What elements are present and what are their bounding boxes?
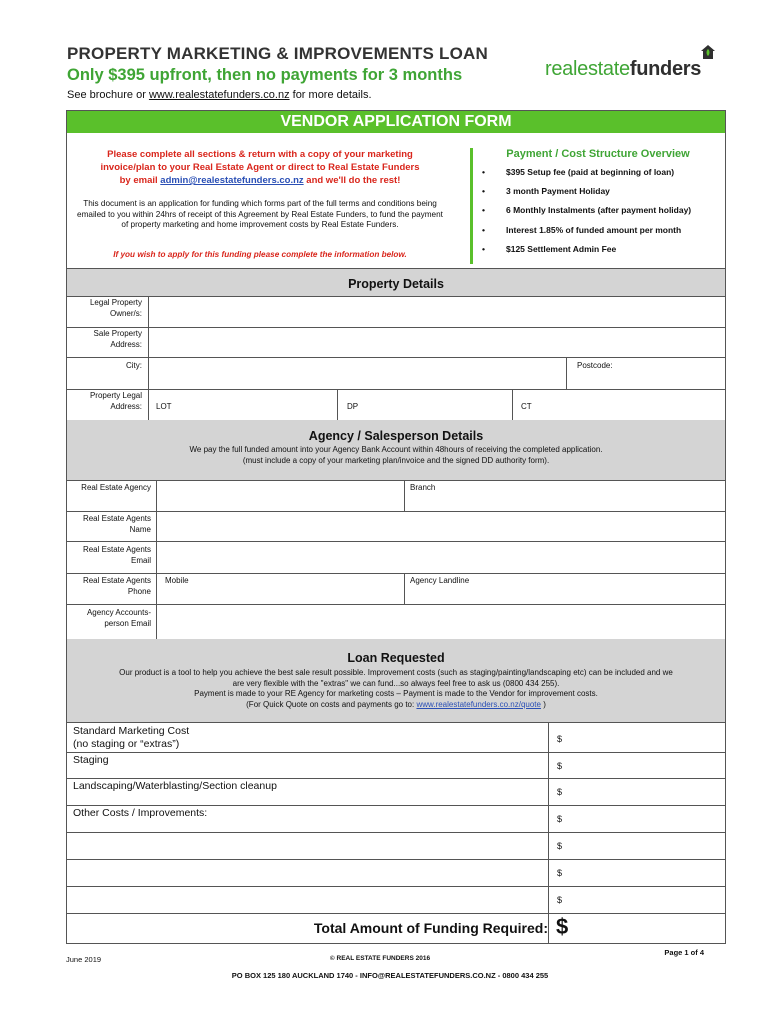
payment-overview-heading: Payment / Cost Structure Overview — [506, 148, 690, 160]
loan-text-2: are very flexible with the "extras" we can fund...so always feel free to ask us (0800 434 255). — [232, 678, 560, 688]
apply-note: If you wish to apply for this funding please complete the information below. — [113, 250, 407, 259]
agent-name-field[interactable] — [158, 512, 723, 540]
ct-field[interactable] — [535, 390, 723, 419]
list-item — [482, 205, 722, 224]
loan-row-label — [73, 725, 189, 751]
intro-text — [67, 89, 372, 101]
agency-text-1: We pay the full funded amount into your Agency Bank Account within 48hours of receiving the completed application. — [189, 445, 603, 454]
dp-field[interactable] — [362, 390, 510, 419]
bullet: • — [482, 243, 485, 254]
label-divider — [148, 297, 149, 420]
currency-sign: $ — [557, 868, 563, 878]
list-item — [482, 225, 722, 244]
landline-label: Agency Landline — [410, 576, 470, 585]
lot-label: LOT — [156, 402, 172, 411]
extra-cost-description-2[interactable] — [68, 860, 547, 885]
dp-divider — [512, 389, 513, 420]
loan-text-4-suffix: ) — [540, 699, 546, 709]
website-link[interactable]: www.realestatefunders.co.nz — [148, 89, 290, 101]
agent-name-label: Real Estate Agents Name — [82, 514, 151, 534]
intro-suffix: for more details. — [289, 89, 372, 101]
lot-field[interactable] — [175, 390, 335, 419]
loan-text-4-prefix: (For Quick Quote on costs and payments go to: — [246, 699, 417, 709]
page-number: Page 1 of 4 — [664, 948, 704, 957]
standard-marketing-sublabel: (no staging or “extras”) — [73, 738, 180, 750]
logo-part1: realestate — [545, 58, 630, 80]
list-item-text: 6 Monthly Instalments (after payment holiday) — [506, 205, 692, 216]
address-label: Sale Property Address: — [93, 329, 142, 349]
quote-link[interactable]: www.realestatefunders.co.nz/quote — [416, 699, 541, 709]
agency-details-header — [67, 420, 725, 481]
footer-address: PO BOX 125 180 AUCKLAND 1740 - INFO@REALESTATEFUNDERS.CO.NZ - 0800 434 255 — [231, 971, 549, 980]
mobile-label: Mobile — [165, 576, 189, 585]
property-details-heading: Property Details — [348, 277, 444, 291]
loan-text-3: Payment is made to your RE Agency for marketing costs – Payment is made to the Vendor for improvement costs. — [194, 689, 598, 698]
loan-text-4 — [67, 700, 725, 711]
currency-sign: $ — [557, 734, 563, 744]
amount-divider — [548, 723, 549, 944]
currency-sign: $ — [557, 761, 563, 771]
form-title-bar: VENDOR APPLICATION FORM — [67, 111, 725, 133]
accounts-email-field[interactable] — [158, 605, 723, 638]
legal-address-label: Property Legal Address: — [89, 391, 142, 411]
ct-label: CT — [521, 402, 532, 411]
list-item-text: $395 Setup fee (paid at beginning of loan) — [506, 167, 675, 177]
agreement-text: This document is an application for funding which forms part of the full terms and conditions being emailed to you within 24hrs of receipt of this Agreement by Real Estate Funders, to fund the payment of property marketing and home improvement costs by Real Estate Funders. — [77, 199, 443, 229]
other-costs-label: Other Costs / Improvements: — [73, 807, 208, 819]
label-divider — [156, 481, 157, 639]
list-item — [482, 186, 722, 205]
list-item-text: Interest 1.85% of funded amount per month — [506, 224, 682, 235]
email-link[interactable]: admin@realestatefunders.co.nz — [160, 175, 304, 186]
staging-amount[interactable] — [567, 753, 723, 777]
address-field[interactable] — [150, 328, 724, 356]
dp-label: DP — [347, 402, 359, 411]
extra-cost-amount-2[interactable] — [567, 860, 723, 885]
instructions-line2: invoice/plan to your Real Estate Agent or direct to Real Estate Funders — [100, 162, 420, 173]
city-field[interactable] — [150, 358, 565, 388]
intro-prefix: See brochure or — [67, 89, 149, 101]
postcode-label: Postcode: — [577, 361, 613, 370]
extra-cost-amount-1[interactable] — [567, 833, 723, 858]
extra-cost-description-1[interactable] — [68, 833, 547, 858]
currency-sign: $ — [557, 841, 563, 851]
house-logo-icon — [700, 44, 716, 60]
list-item-text: 3 month Payment Holiday — [506, 186, 610, 197]
lot-divider — [337, 389, 338, 420]
landscaping-label: Landscaping/Waterblasting/Section cleanup — [73, 780, 277, 792]
standard-marketing-amount[interactable] — [567, 724, 723, 751]
currency-sign: $ — [557, 787, 563, 797]
list-item — [482, 167, 722, 186]
branch-label: Branch — [410, 483, 436, 492]
branch-divider — [404, 481, 405, 511]
bullet: • — [482, 224, 485, 235]
accounts-email-label: Agency Accounts-person Email — [86, 608, 151, 628]
currency-sign: $ — [557, 814, 563, 824]
staging-label: Staging — [73, 754, 109, 766]
loan-requested-header — [67, 639, 725, 723]
landscaping-amount[interactable] — [567, 779, 723, 804]
city-label: City: — [126, 361, 142, 370]
agent-email-field[interactable] — [158, 542, 723, 572]
agency-text-2: (must include a copy of your marketing plan/invoice and the signed DD authority form). — [242, 455, 550, 465]
agent-phone-label: Real Estate Agents Phone — [82, 576, 151, 596]
document-subtitle: Only $395 upfront, then no payments for 3 months — [67, 66, 463, 84]
bullet: • — [482, 167, 485, 177]
landline-divider — [404, 573, 405, 604]
total-funding-amount[interactable] — [580, 914, 723, 943]
agency-field[interactable] — [158, 482, 402, 510]
bullet: • — [482, 205, 485, 216]
branch-field[interactable] — [440, 482, 723, 510]
agent-email-label: Real Estate Agents Email — [82, 545, 151, 565]
instructions-line1: Please complete all sections & return with a copy of your marketing — [107, 149, 413, 160]
mobile-field[interactable] — [195, 574, 402, 603]
postcode-divider — [566, 357, 567, 389]
owner-label: Legal Property Owner/s: — [89, 298, 142, 318]
footer-date: June 2019 — [66, 955, 102, 964]
standard-marketing-label: Standard Marketing Cost — [73, 725, 190, 737]
logo-wordmark — [545, 58, 701, 81]
owner-field[interactable] — [150, 298, 724, 326]
loan-text-1: Our product is a tool to help you achieve the best sale result possible. Improvement costs (such as staging/painting/landscaping etc) can be included and we — [119, 668, 673, 677]
logo-part2: funders — [629, 58, 702, 80]
total-funding-label: Total Amount of Funding Required: — [313, 920, 548, 936]
total-currency-sign: $ — [556, 914, 569, 939]
other-costs-amount[interactable] — [567, 806, 723, 831]
postcode-field[interactable] — [622, 358, 724, 388]
company-logo — [545, 44, 725, 80]
currency-sign: $ — [557, 895, 563, 905]
agency-details-heading: Agency / Salesperson Details — [308, 429, 484, 443]
green-divider — [470, 148, 473, 264]
agency-label: Real Estate Agency — [81, 483, 151, 492]
list-item-text: $125 Settlement Admin Fee — [506, 243, 617, 254]
extra-cost-description-3[interactable] — [68, 887, 547, 912]
instructions-block — [70, 148, 450, 187]
bullet: • — [482, 186, 485, 197]
instructions-line3-prefix: by email — [119, 175, 161, 186]
extra-cost-amount-3[interactable] — [567, 887, 723, 912]
landline-field[interactable] — [480, 574, 723, 603]
property-details-header — [67, 268, 725, 297]
payment-overview-list — [482, 167, 722, 263]
loan-requested-heading: Loan Requested — [347, 651, 445, 665]
list-item — [482, 244, 722, 263]
instructions-line3-suffix: and we'll do the rest! — [303, 175, 401, 186]
document-title: PROPERTY MARKETING & IMPROVEMENTS LOAN — [67, 44, 488, 63]
instructions-line3 — [70, 174, 450, 187]
footer-copyright: © REAL ESTATE FUNDERS 2016 — [329, 955, 431, 962]
